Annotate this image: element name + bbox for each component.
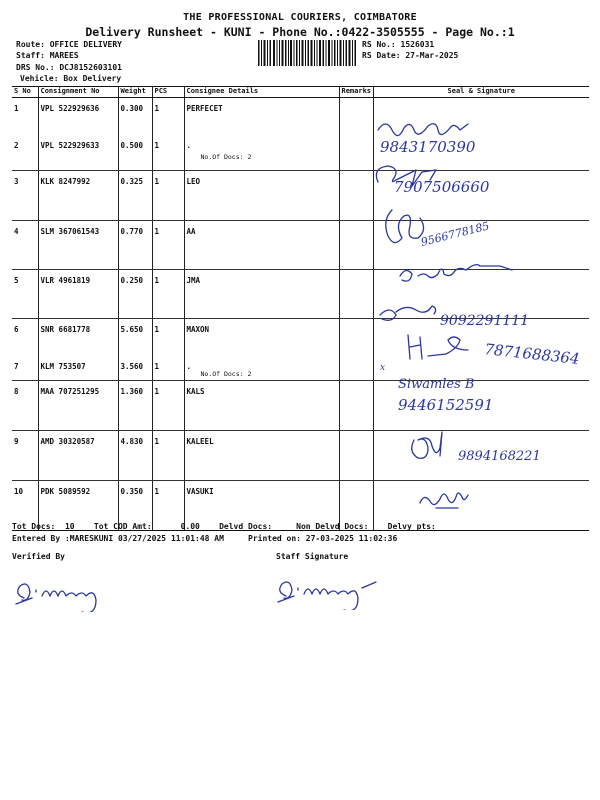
col-weight-header: Weight [118,87,152,98]
row-pcs: 1 [152,319,184,356]
handwritten-phone: 9894168221 [458,449,541,464]
row-consignment: SNR 6681778 [38,319,118,356]
rs-date: RS Date: 27-Mar-2025 [362,51,459,60]
row-sno: 3 [12,171,38,221]
docs-count: No.Of Docs: 2 [200,152,252,161]
entered-by-line: Entered By :MARESKUNI 03/27/2025 11:01:48 AM Printed on: 27-03-2025 11:02:36 [12,534,398,543]
row-pcs: 1 [152,98,184,135]
row-sno: 5 [12,270,38,319]
row-weight: 0.350 [118,481,152,531]
row-consignee: PERFECET [184,98,339,135]
route-info: Route: OFFICE DELIVERY [16,40,122,49]
row-sno: 2 [12,135,38,171]
row-consignment: PDK 5089592 [38,481,118,531]
row-pcs: 1 [152,135,184,171]
row-pcs: 1 [152,171,184,221]
row-sno: 8 [12,381,38,431]
verified-by-label: Verified By [12,552,65,561]
runsheet-title: Delivery Runsheet - KUNI - Phone No.:0422-3505555 - Page No.:1 [85,25,515,39]
row-weight: 1.360 [118,381,152,431]
signature-scribble [378,124,468,136]
handwritten-phone: 9446152591 [398,396,494,414]
col-sno-header: S No [12,87,38,98]
row-weight: 0.250 [118,270,152,319]
row-weight: 5.650 [118,319,152,356]
row-weight: 4.830 [118,431,152,481]
row-consignment: SLM 367061543 [38,221,118,270]
row-pcs: 1 [152,481,184,531]
signature-scribble [420,493,468,508]
row-consignee: KALEEL [184,431,339,481]
row-pcs: 1 [152,356,184,381]
staff-signature [272,566,392,610]
row-sno: 10 [12,481,38,531]
row-consignment: KLK 8247992 [38,171,118,221]
handwritten-phone: 9092291111 [440,313,530,329]
row-consignment: VPL 522929633 [38,135,118,171]
signature-scribble [386,210,424,243]
consignee-text: . [186,140,192,150]
row-consignment: VLR 4961819 [38,270,118,319]
staff-info: Staff: MAREES [16,51,79,60]
signature-scribble [412,432,442,458]
row-weight: 0.325 [118,171,152,221]
signature-scribble [408,335,468,359]
handwritten-phone: 7871688364 [483,340,581,368]
row-sno: 4 [12,221,38,270]
row-consignment: VPL 522929636 [38,98,118,135]
col-pcs-header: PCS [152,87,184,98]
row-sno: 1 [12,98,38,135]
col-consignment-header: Consignment No [38,87,118,98]
row-consignee: AA [184,221,339,270]
col-signature-header: Seal & Signature [373,87,589,98]
row-sno: 6 [12,319,38,356]
docs-count: No.Of Docs: 2 [200,369,252,378]
row-weight: 0.300 [118,98,152,135]
handwritten-phone: 7907506660 [394,178,490,196]
handwritten-name: Siwamles B [398,377,475,392]
company-name: THE PROFESSIONAL COURIERS, COIMBATORE [183,12,417,23]
vehicle-info: Vehicle: Box Delivery [20,74,122,83]
row-sno: 7 [12,356,38,381]
signature-scribble [400,265,512,281]
col-remarks-header: Remarks [339,87,373,98]
row-weight: 3.560 [118,356,152,381]
row-pcs: 1 [152,221,184,270]
signature-scribble [380,306,436,320]
row-consignee: MAXON [184,319,339,356]
row-consignee: VASUKI [184,481,339,531]
staff-signature-label: Staff Signature [276,552,349,561]
row-pcs: 1 [152,431,184,481]
row-consignment: KLM 753507 [38,356,118,381]
consignee-text: . [186,361,192,371]
row-consignee: KALS [184,381,339,431]
handwritten-phone: 9843170390 [380,138,476,156]
handwritten-phone: 9566778185 [419,219,491,249]
cross-mark: x [380,363,386,373]
totals-line: Tot Docs: 10 Tot COD Amt: 0.00 Delvd Docs: Non Delvd Docs: Delvy pts: [12,522,436,531]
col-consignee-header: Consignee Details [184,87,339,98]
row-pcs: 1 [152,270,184,319]
row-pcs: 1 [152,381,184,431]
row-weight: 0.500 [118,135,152,171]
row-weight: 0.770 [118,221,152,270]
row-consignment: AMD 30320587 [38,431,118,481]
row-consignment: MAA 707251295 [38,381,118,431]
row-consignee: JMA [184,270,339,319]
rs-number: RS No.: 1526031 [362,40,435,49]
row-sno: 9 [12,431,38,481]
verifier-signature [10,568,120,612]
row-consignee: LEO [184,171,339,221]
drs-number: DRS No.: DCJ8152603101 [16,63,122,72]
